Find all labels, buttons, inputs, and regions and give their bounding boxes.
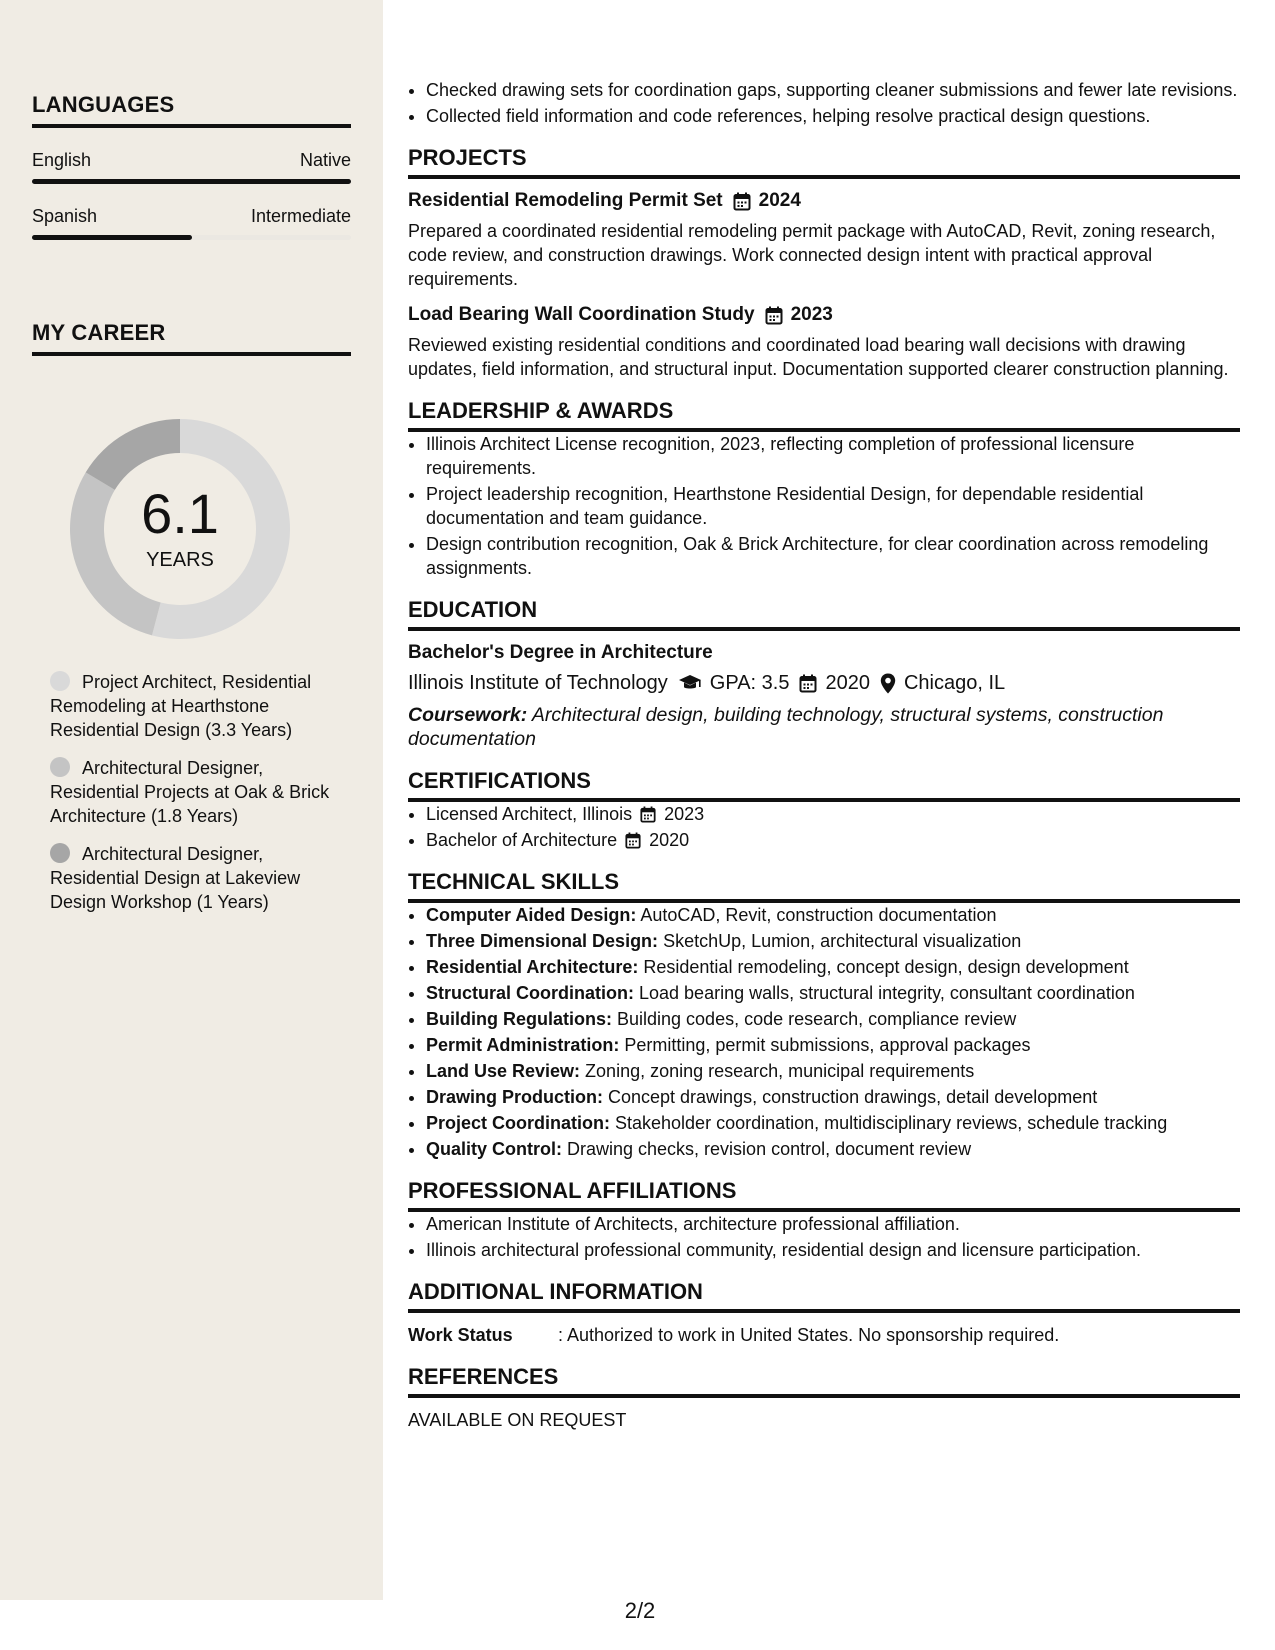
- skill-value: Building codes, code research, compliance review: [612, 1009, 1017, 1029]
- affiliations-heading: PROFESSIONAL AFFILIATIONS: [408, 1179, 1240, 1212]
- work-status-row: [408, 1323, 1240, 1347]
- gpa: GPA: 3.5: [709, 672, 790, 694]
- sidebar: [0, 0, 383, 1600]
- career-legend-item: [50, 842, 340, 914]
- legend-label: Project Architect, Residential Remodeling at Hearthstone Residential Design (3.3 Years): [50, 672, 312, 740]
- language-name: English: [32, 150, 92, 170]
- legend-swatch: [50, 671, 70, 691]
- skill-value: Stakeholder coordination, multidisciplinary reviews, schedule tracking: [610, 1113, 1168, 1133]
- list-item: [426, 955, 1240, 979]
- list-item: [426, 1085, 1240, 1109]
- graduation-cap-icon: [678, 674, 702, 692]
- project-description: Reviewed existing residential conditions and coordinated load bearing wall decisions with drawing updates, field information, and structural input. Documentation supported clearer construction planning.: [408, 335, 1229, 379]
- project-date: 2024: [758, 190, 801, 211]
- skills-list: [408, 903, 1240, 1161]
- list-item: • Illinois Architect License recognition, 2023, reflecting completion of professional licensure requirements.: [426, 432, 1240, 480]
- language-name: Spanish: [32, 206, 98, 226]
- language-proficiency-fill: [32, 179, 351, 184]
- references-heading: REFERENCES: [408, 1365, 1240, 1398]
- skill-value: AutoCAD, Revit, construction documentation: [636, 905, 997, 925]
- references-text: AVAILABLE ON REQUEST: [408, 1410, 627, 1430]
- skill-label: Computer Aided Design:: [426, 905, 637, 925]
- skill-label: Quality Control:: [426, 1139, 562, 1159]
- work-status-value: : Authorized to work in United States. No sponsorship required.: [558, 1325, 1060, 1345]
- legend-swatch: [50, 843, 70, 863]
- project-title: Residential Remodeling Permit Set: [408, 190, 723, 211]
- degree-title: Bachelor's Degree in Architecture: [408, 642, 713, 663]
- affiliations-list: [408, 1212, 1240, 1262]
- education-heading: EDUCATION: [408, 598, 1240, 631]
- list-item: [426, 1033, 1240, 1057]
- languages-section: [32, 92, 351, 240]
- list-item: • Design contribution recognition, Oak & Brick Architecture, for clear coordination across remodeling assignments.: [426, 532, 1240, 580]
- languages-heading: LANGUAGES: [32, 92, 351, 128]
- coursework-label: Coursework:: [408, 704, 528, 726]
- skill-label: Three Dimensional Design:: [426, 931, 659, 951]
- skill-label: Structural Coordination:: [426, 983, 634, 1003]
- additional-info-heading: ADDITIONAL INFORMATION: [408, 1280, 1240, 1313]
- skill-label: Land Use Review:: [426, 1061, 581, 1081]
- work-status-label: Work Status: [408, 1325, 513, 1345]
- language-proficiency-bar: [32, 235, 351, 240]
- projects-section: [408, 189, 1240, 381]
- skills-heading: TECHNICAL SKILLS: [408, 870, 1240, 903]
- calendar-icon: [733, 192, 751, 211]
- language-level: Native: [299, 150, 351, 170]
- career-section: [32, 320, 351, 356]
- donut-segment-3: [86, 419, 180, 490]
- career-donut-chart: [62, 411, 298, 647]
- list-item: [426, 802, 1240, 826]
- skill-value: Concept drawings, construction drawings, detail development: [603, 1087, 1098, 1107]
- page-number: 2/2: [624, 1598, 656, 1623]
- coursework-text: Architectural design, building technology, structural systems, construction documentation: [408, 704, 1164, 750]
- coursework: [408, 703, 1240, 751]
- leadership-heading: LEADERSHIP & AWARDS: [408, 399, 1240, 432]
- skill-value: Drawing checks, revision control, document review: [562, 1139, 972, 1159]
- list-item: [426, 929, 1240, 953]
- skill-value: SketchUp, Lumion, architectural visualization: [658, 931, 1022, 951]
- skill-label: Drawing Production:: [426, 1087, 603, 1107]
- list-item: [426, 903, 1240, 927]
- experience-bullets: [408, 78, 1240, 128]
- calendar-icon: [765, 306, 783, 325]
- school-name: Illinois Institute of Technology: [408, 672, 668, 694]
- list-item: • Checked drawing sets for coordination gaps, supporting cleaner submissions and fewer late revisions.: [426, 78, 1240, 102]
- main-column: [408, 78, 1240, 1432]
- language-item-spanish: [32, 206, 351, 240]
- list-item: [426, 1137, 1240, 1161]
- language-item-english: [32, 150, 351, 184]
- skill-label: Residential Architecture:: [426, 957, 639, 977]
- skill-value: Load bearing walls, structural integrity, consultant coordination: [634, 983, 1135, 1003]
- list-item: • Illinois architectural professional community, residential design and licensure participation.: [426, 1238, 1240, 1262]
- skill-label: Permit Administration:: [426, 1035, 620, 1055]
- career-years-unit: YEARS: [146, 549, 214, 571]
- calendar-icon: [640, 806, 656, 823]
- skill-label: Building Regulations:: [426, 1009, 612, 1029]
- calendar-icon: [799, 674, 817, 693]
- career-heading: MY CAREER: [32, 320, 351, 356]
- location-pin-icon: [880, 673, 896, 694]
- skill-value: Permitting, permit submissions, approval packages: [619, 1035, 1031, 1055]
- calendar-icon: [625, 832, 641, 849]
- legend-swatch: [50, 757, 70, 777]
- language-proficiency-bar: [32, 179, 351, 184]
- list-item: [426, 981, 1240, 1005]
- certification-name: • Bachelor of Architecture: [426, 830, 618, 850]
- list-item: • American Institute of Architects, architecture professional affiliation.: [426, 1212, 1240, 1236]
- career-legend-item: [50, 670, 340, 742]
- skill-value: Residential remodeling, concept design, design development: [638, 957, 1129, 977]
- project-title-row: [408, 303, 1240, 327]
- list-item: [426, 828, 1240, 852]
- leadership-list: [408, 432, 1240, 580]
- projects-heading: PROJECTS: [408, 146, 1240, 179]
- education-section: [408, 641, 1240, 751]
- language-level: Intermediate: [250, 206, 351, 226]
- legend-label: Architectural Designer, Residential Design at Lakeview Design Workshop (1 Years): [50, 844, 301, 912]
- project-title: Load Bearing Wall Coordination Study: [408, 304, 755, 325]
- project-date: 2023: [790, 304, 833, 325]
- list-item: • Collected field information and code references, helping resolve practical design questions.: [426, 104, 1240, 128]
- list-item: [426, 1007, 1240, 1031]
- certification-date: 2023: [664, 804, 705, 824]
- certifications-heading: CERTIFICATIONS: [408, 769, 1240, 802]
- list-item: [426, 1059, 1240, 1083]
- skill-value: Zoning, zoning research, municipal requirements: [580, 1061, 975, 1081]
- language-proficiency-fill: [32, 235, 192, 240]
- graduation-year: 2020: [825, 672, 870, 694]
- list-item: • Project leadership recognition, Hearthstone Residential Design, for dependable residential documentation and team guidance.: [426, 482, 1240, 530]
- career-legend-item: [50, 756, 340, 828]
- career-legend: [50, 670, 340, 928]
- project-description: Prepared a coordinated residential remodeling permit package with AutoCAD, Revit, zoning research, code review, and construction drawings. Work connected design intent with practical approval requirements.: [408, 221, 1216, 289]
- career-total-years: 6.1: [141, 482, 219, 545]
- list-item: [426, 1111, 1240, 1135]
- school-location: Chicago, IL: [903, 672, 1006, 694]
- project-title-row: [408, 189, 1240, 213]
- certification-date: 2020: [649, 830, 690, 850]
- education-details: [408, 671, 1240, 695]
- certification-name: • Licensed Architect, Illinois: [426, 804, 633, 824]
- certifications-list: [408, 802, 1240, 852]
- legend-label: Architectural Designer, Residential Projects at Oak & Brick Architecture (1.8 Years): [50, 758, 330, 826]
- skill-label: Project Coordination:: [426, 1113, 610, 1133]
